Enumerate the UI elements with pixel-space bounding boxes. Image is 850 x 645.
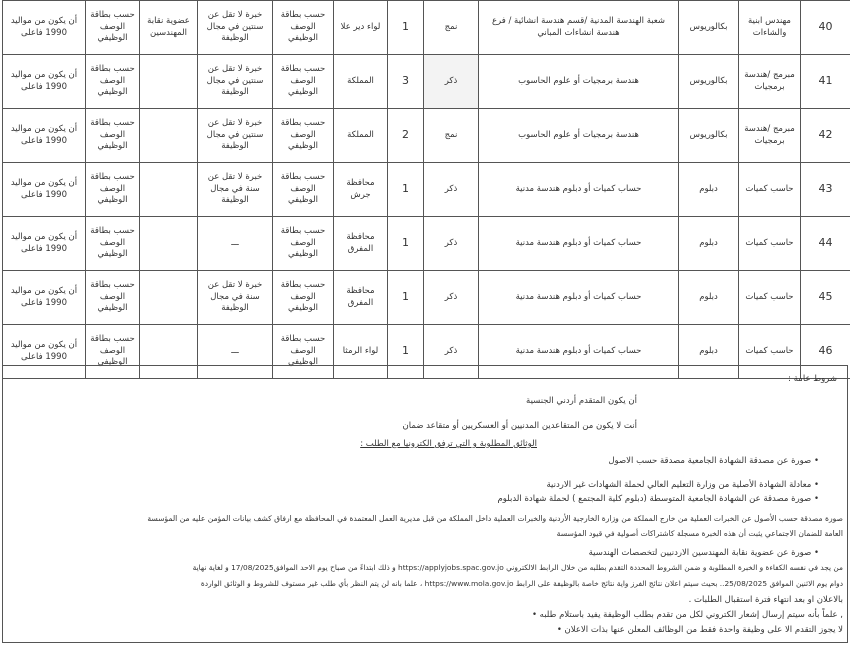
table-cell: 1 — [388, 271, 424, 325]
conditions-heading: شروط عامة : — [788, 374, 837, 384]
table-cell: خبرة لا تقل عن سنتين في مجال الوظيفة — [198, 55, 273, 109]
table-cell: حسب بطاقة الوصف الوظيفي — [273, 271, 334, 325]
table-cell: 1 — [388, 325, 424, 379]
table-cell: 2 — [388, 109, 424, 163]
table-cell: حساب كميات أو دبلوم هندسة مدنية — [479, 163, 679, 217]
table-cell: أن يكون من مواليد 1990 فاعلى — [3, 55, 86, 109]
table-cell: دبلوم — [679, 325, 739, 379]
table-cell: حسب بطاقة الوصف الوظيفي — [86, 1, 140, 55]
table-cell: محافظة جرش — [334, 163, 388, 217]
table-cell: حسب بطاقة الوصف الوظيفي — [273, 325, 334, 379]
table-cell: 1 — [388, 217, 424, 271]
table-cell: ذكر — [424, 217, 479, 271]
table-cell: حسب بطاقة الوصف الوظيفي — [86, 325, 140, 379]
table-cell: نمج — [424, 1, 479, 55]
table-cell — [140, 109, 198, 163]
table-cell: 3 — [388, 55, 424, 109]
application-info: من يجد في نفسه الكفاءة و الخبرة المطلوبة و ضمن الشروط المحددة التقدم بطلبه من خلال الرابط الالكتروني https://applyjobs.spac.gov.jo و ذلك ابتداءً من صباح يوم الاحد الموافق17/08/2025 و لغاية نهاية — [192, 563, 843, 572]
table-cell: مبرمج /هندسة برمجيات — [739, 109, 801, 163]
table-cell: أن يكون من مواليد 1990 فاعلى — [3, 109, 86, 163]
document-item-cont: العامة للضمان الاجتماعي يثبت أن هذه الخبرة مسجلة كاشتراكات أصولية في قيود المؤسسة — [556, 529, 843, 538]
table-cell: ذكر — [424, 271, 479, 325]
table-cell: 45 — [801, 271, 850, 325]
table-cell: ذكر — [424, 163, 479, 217]
table-cell: 1 — [388, 1, 424, 55]
table-row — [3, 163, 850, 217]
document-item: • صورة عن عضوية نقابة المهندسين الاردنيين لتخصصات الهندسية — [588, 548, 819, 558]
jobs-table — [2, 0, 850, 379]
table-cell: نمج — [424, 109, 479, 163]
table-cell: 46 — [801, 325, 850, 379]
table-cell: المملكة — [334, 55, 388, 109]
table-cell: أن يكون من مواليد 1990 فاعلى — [3, 217, 86, 271]
table-cell: بكالوريوس — [679, 109, 739, 163]
table-cell: حسب بطاقة الوصف الوظيفي — [86, 217, 140, 271]
table-cell: دبلوم — [679, 271, 739, 325]
application-info: دوام يوم الاثنين الموافق 25/08/2025.. بحيث سيتم اعلان نتائج الفرز واية نتائج خاصة بالوظيفة على الرابط https://www.mola.gov.jo ، علما بانه لن يتم النظر بأي طلب غير مستوف للشروط و الوثائق الواردة — [200, 579, 843, 588]
table-row — [3, 217, 850, 271]
condition-not-retired: أنت لا يكون من المتقاعدين المدنيين أو العسكريين أو متقاعد ضمان — [402, 421, 637, 431]
table-cell: 1 — [388, 163, 424, 217]
table-cell: ـــ — [198, 325, 273, 379]
documents-heading: الوثائق المطلوبة و التي ترفق الكترونيا مع الطلب : — [360, 439, 537, 449]
table-cell: حاسب كميات — [739, 325, 801, 379]
table-cell: حساب كميات أو دبلوم هندسة مدنية — [479, 217, 679, 271]
table-cell: حسب بطاقة الوصف الوظيفي — [86, 163, 140, 217]
table-cell — [140, 55, 198, 109]
table-cell: لواء دير علا — [334, 1, 388, 55]
table-cell: أن يكون من مواليد 1990 فاعلى — [3, 1, 86, 55]
table-cell — [140, 217, 198, 271]
table-cell: ذكر — [424, 55, 479, 109]
table-cell: حاسب كميات — [739, 217, 801, 271]
table-cell: حسب بطاقة الوصف الوظيفي — [273, 163, 334, 217]
table-cell: حسب بطاقة الوصف الوظيفي — [86, 271, 140, 325]
document-item: • معادلة الشهادة الأصلية من وزارة التعليم العالي لحملة الشهادات غير الاردنية — [546, 480, 819, 490]
table-cell: 44 — [801, 217, 850, 271]
table-cell: أن يكون من مواليد 1990 فاعلى — [3, 163, 86, 217]
table-cell: حساب كميات أو دبلوم هندسة مدنية — [479, 271, 679, 325]
table-cell: لواء الرمثا — [334, 325, 388, 379]
document-item: • صورة عن مصدقة الشهادة الجامعية مصدقة حسب الاصول — [608, 456, 819, 466]
table-cell: حسب بطاقة الوصف الوظيفي — [86, 55, 140, 109]
table-cell: خبرة لا تقل عن سنتين في مجال الوظيفة — [198, 1, 273, 55]
table-cell: حسب بطاقة الوصف الوظيفي — [273, 109, 334, 163]
document-item: • صورة مصدقة عن الشهادة الجامعية المتوسطة (دبلوم كلية المجتمع ) لحملة شهادة الدبلوم — [497, 494, 819, 504]
table-cell: المملكة — [334, 109, 388, 163]
table-cell: دبلوم — [679, 217, 739, 271]
notice-item: لا يجوز التقدم الا على وظيفة واحدة فقط من الوظائف المعلن عنها بذات الاعلان • — [556, 625, 843, 635]
table-cell: خبرة لا تقل عن سنتين في مجال الوظيفة — [198, 109, 273, 163]
general-conditions — [2, 365, 848, 643]
table-cell: مهندس ابنية والشاءات — [739, 1, 801, 55]
table-cell: 40 — [801, 1, 850, 55]
table-cell — [140, 271, 198, 325]
table-cell: 42 — [801, 109, 850, 163]
table-cell: محافظة المفرق — [334, 271, 388, 325]
table-cell: بكالوريوس — [679, 55, 739, 109]
table-cell: 41 — [801, 55, 850, 109]
table-cell: أن يكون من مواليد 1990 فاعلى — [3, 325, 86, 379]
notice-item: , علماً بأنه سيتم إرسال إشعار الكتروني لكل من تقدم بطلب الوظيفة يفيد باستلام طلبه • — [531, 610, 843, 620]
table-cell: خبرة لا تقل عن سنة في مجال الوظيفة — [198, 163, 273, 217]
table-cell: محافظة المفرق — [334, 217, 388, 271]
table-cell: حسب بطاقة الوصف الوظيفي — [273, 55, 334, 109]
table-cell: حاسب كميات — [739, 163, 801, 217]
table-cell: هندسة برمجيات أو علوم الحاسوب — [479, 109, 679, 163]
table-cell: 43 — [801, 163, 850, 217]
table-cell: عضوية نقابة المهندسين — [140, 1, 198, 55]
table-cell: حسب بطاقة الوصف الوظيفي — [86, 109, 140, 163]
table-cell — [140, 163, 198, 217]
table-cell: شعبة الهندسة المدنية /قسم هندسة انشائية / فرع هندسة انشاءات المباني — [479, 1, 679, 55]
table-row — [3, 109, 850, 163]
table-cell: حسب بطاقة الوصف الوظيفي — [273, 217, 334, 271]
table-cell: حسب بطاقة الوصف الوظيفي — [273, 1, 334, 55]
table-cell: هندسة برمجيات أو علوم الحاسوب — [479, 55, 679, 109]
table-cell: أن يكون من مواليد 1990 فاعلى — [3, 271, 86, 325]
table-cell: خبرة لا تقل عن سنة في مجال الوظيفة — [198, 271, 273, 325]
table-cell: دبلوم — [679, 163, 739, 217]
table-cell: حساب كميات أو دبلوم هندسة مدنية — [479, 325, 679, 379]
table-cell: مبرمج /هندسة برمجيات — [739, 55, 801, 109]
condition-nationality: أن يكون المتقدم أردني الجنسية — [526, 396, 637, 406]
application-info: بالاعلان او بعد انتهاء فترة استقبال الطلبات . — [688, 595, 843, 605]
table-cell: ذكر — [424, 325, 479, 379]
document-item: صورة مصدقة حسب الأصول عن الخبرات العملية من خارج المملكة من وزارة الخارجية الأردنية والخبرات العملية داخل المملكة من قبل مديرية العمل المعتمدة في المحافظة مع ارفاق كشف بيانات المؤمن عليه من المؤسسة — [147, 514, 843, 523]
table-cell: حاسب كميات — [739, 271, 801, 325]
table-cell: بكالوريوس — [679, 1, 739, 55]
table-cell: ـــ — [198, 217, 273, 271]
table-row — [3, 271, 850, 325]
table-row — [3, 55, 850, 109]
table-row — [3, 1, 850, 55]
